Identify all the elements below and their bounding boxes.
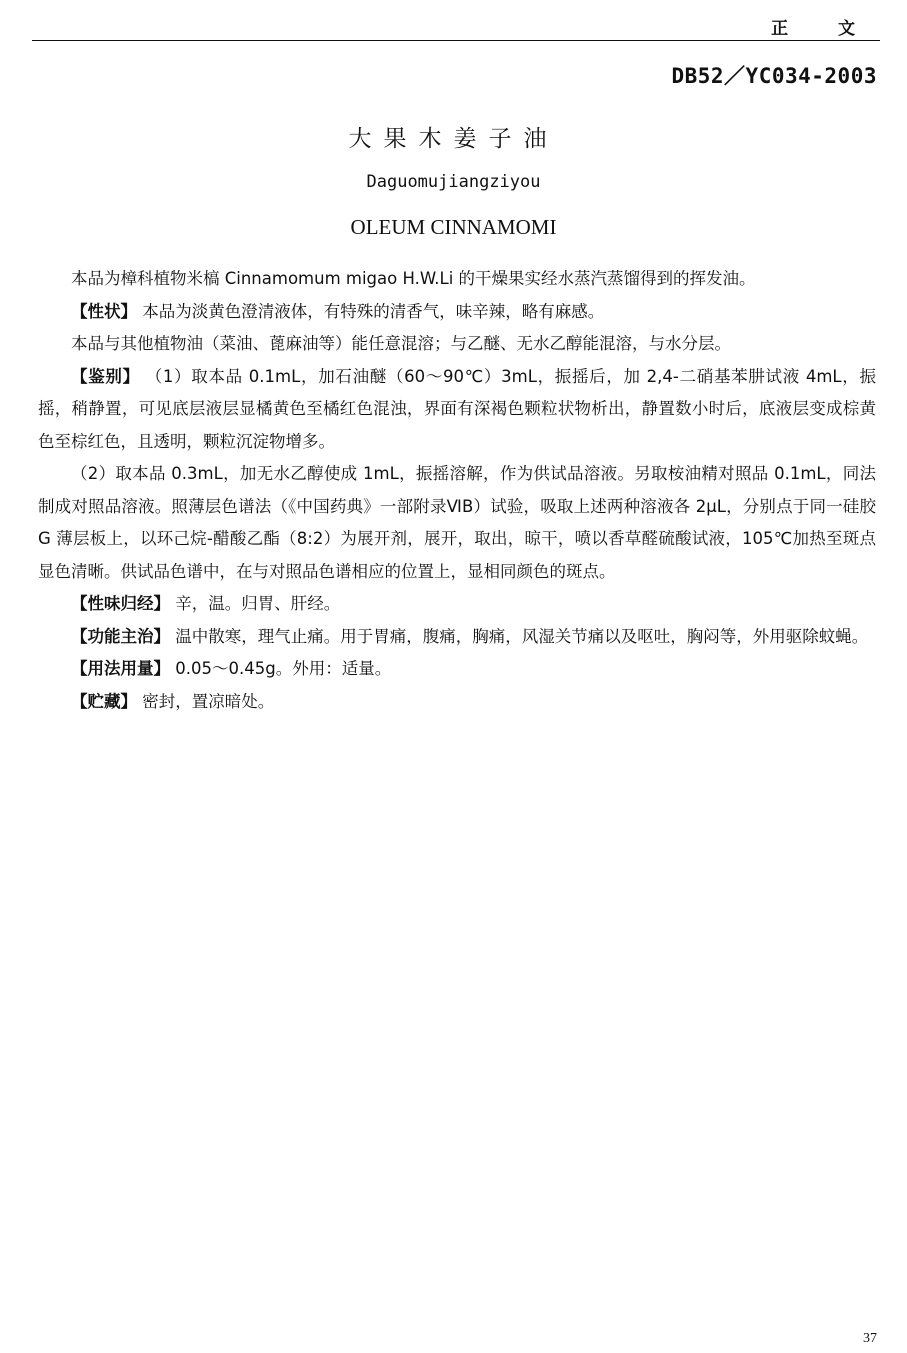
intro-paragraph: 本品为樟科植物米槁 Cinnamomum migao H.W.Li 的干燥果实经水蒸汽蒸馏得到的挥发油。	[71, 269, 756, 288]
storage-heading: 【贮藏】	[71, 691, 137, 711]
page-number: 37	[863, 1331, 877, 1346]
standard-number: DB52／YC034-2003	[671, 64, 877, 88]
function-paragraph	[38, 621, 876, 654]
storage-paragraph	[38, 686, 876, 719]
identification-paragraph-2: （2）取本品 0.3mL，加无水乙醇使成 1mL，振摇溶解，作为供试品溶液。另取桉油精对照品 0.1mL，同法制成对照品溶液。照薄层色谱法（《中国药典》一部附录ⅥB）试验，吸取上述两种溶液各 2μL，分别点于同一硅胶 G 薄层板上，以环己烷-醋酸乙酯（8:2）为展开剂，展开，取出，晾干，喷以香草醛硫酸试液，105℃加热至斑点显色清晰。供试品色谱中，在与对照品色谱相应的位置上，显相同颜色的斑点。	[38, 464, 876, 581]
solubility-paragraph: 本品与其他植物油（菜油、蓖麻油等）能任意混溶；与乙醚、无水乙醇能混溶，与水分层。	[71, 334, 731, 353]
character-paragraph	[38, 296, 876, 329]
monograph-body	[38, 263, 876, 718]
storage-text: 密封，置凉暗处。	[137, 691, 275, 711]
identification-heading: 【鉴别】	[71, 366, 140, 386]
identification-paragraph-1	[38, 361, 876, 459]
header-section-label: 正 文	[771, 19, 877, 39]
character-text: 本品为淡黄色澄清液体，有特殊的清香气，味辛辣，略有麻感。	[137, 301, 605, 321]
nature-text: 辛，温。归胃、肝经。	[170, 594, 341, 613]
nature-heading: 【性味归经】	[71, 594, 170, 613]
nature-paragraph	[38, 588, 876, 621]
title-chinese: 大果木姜子油	[348, 126, 559, 152]
title-latin: OLEUM CINNAMOMI	[350, 215, 557, 239]
title-pinyin: Daguomujiangziyou	[366, 172, 541, 192]
character-heading: 【性状】	[71, 301, 137, 321]
identification-text-1: （1）取本品 0.1mL，加石油醚（60～90℃）3mL，振摇后，加 2,4-二硝基苯肼试液 4mL，振摇，稍静置，可见底层液层显橘黄色至橘红色混浊，界面有深褐色颗粒状物析出，静置数小时后，底液层变成棕黄色至棕红色，且透明，颗粒沉淀物增多。	[38, 366, 877, 451]
header-rule	[32, 40, 880, 41]
function-text: 温中散寒，理气止痛。用于胃痛，腹痛，胸痛，风湿关节痛以及呕吐，胸闷等，外用驱除蚊蝇。	[170, 626, 869, 646]
usage-text: 0.05～0.45g。外用：适量。	[170, 659, 392, 678]
function-heading: 【功能主治】	[71, 626, 170, 646]
usage-heading: 【用法用量】	[71, 659, 170, 678]
usage-paragraph	[38, 653, 876, 686]
